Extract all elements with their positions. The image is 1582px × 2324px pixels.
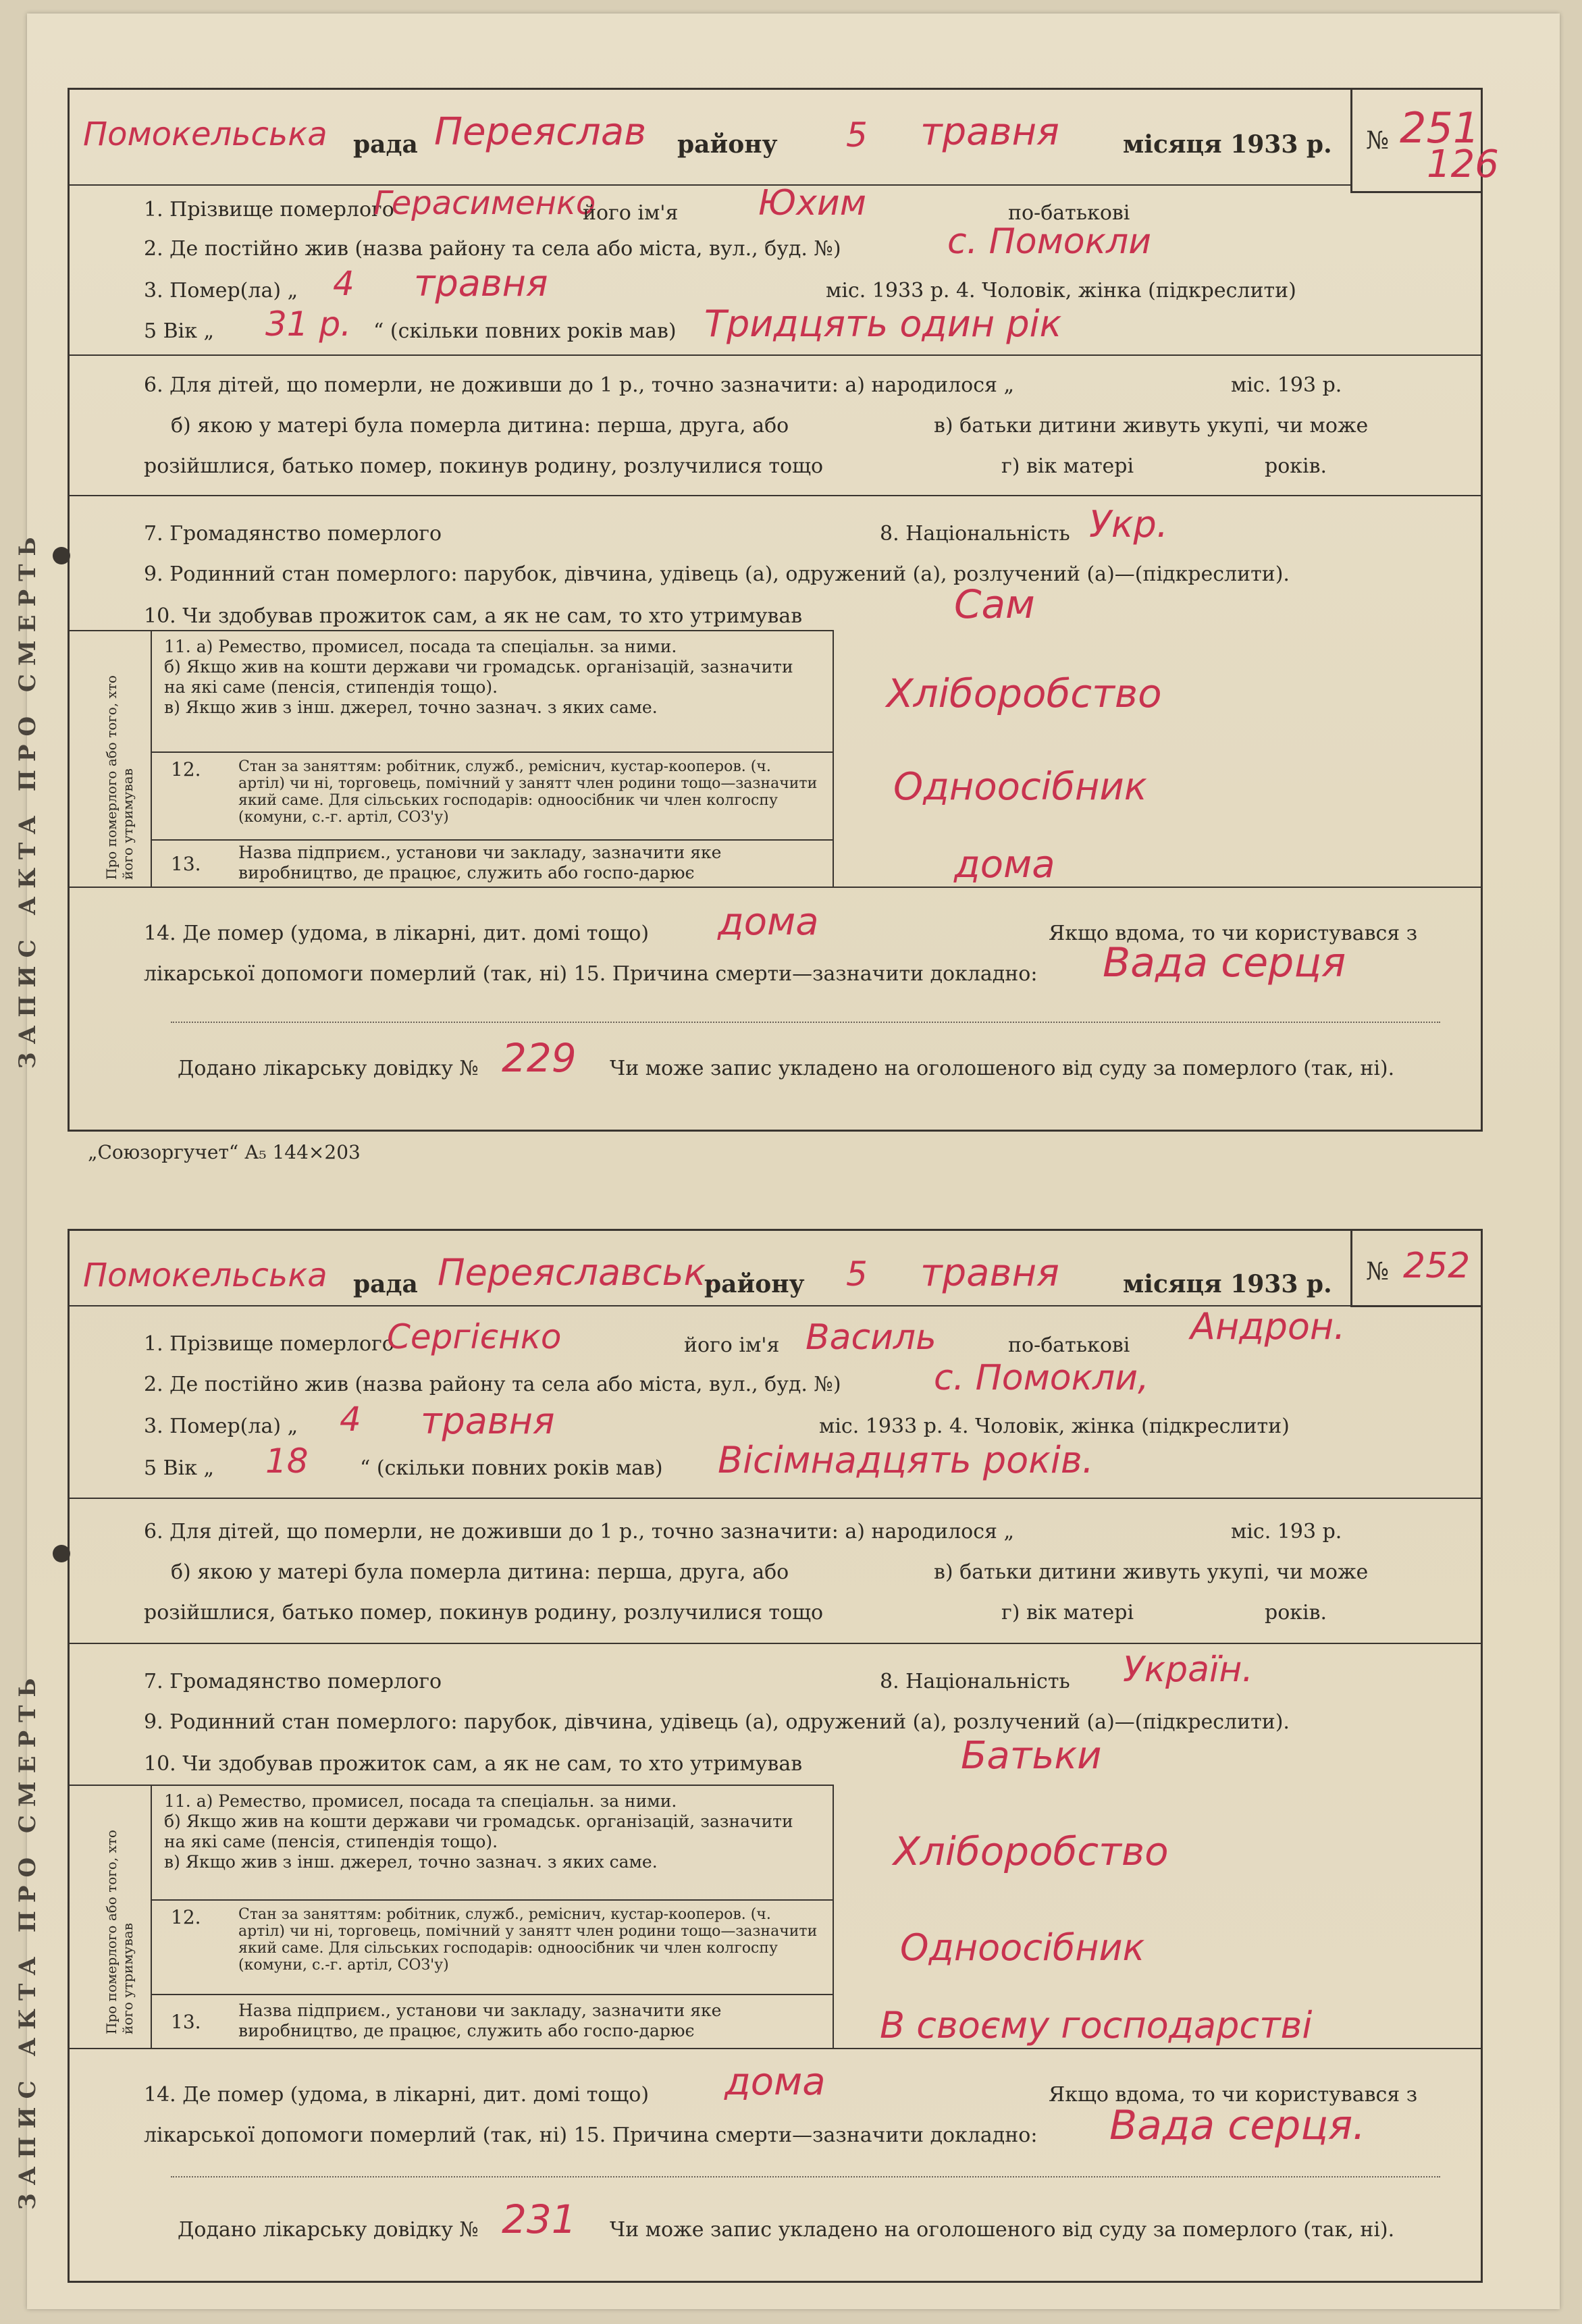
residence: с. Помокли, [934, 1358, 1149, 1398]
divider [833, 1785, 834, 2048]
death-record-card-1 [14, 88, 1499, 1132]
divider [151, 1785, 152, 2048]
divider [151, 839, 833, 841]
sex-label: міс. 1933 р. 4. Чоловік, жінка (підкреслити) [826, 279, 1296, 302]
workplace: В своєму господарстві [880, 2004, 1313, 2046]
marital-label: 9. Родинний стан померлого: парубок, дівчина, удівець (а), одружений (а), розлучений (а)—(підкреслити). [144, 562, 1290, 586]
workplace-label: Назва підприєм., установи чи закладу, зазначити яке виробництво, де працює, служить або госпо-дарює [238, 843, 722, 882]
occupation-label [164, 637, 819, 718]
children-label-c3: років. [1265, 454, 1327, 478]
surname-label: 1. Прізвище померлого [144, 198, 394, 221]
death-place: дома [724, 2060, 826, 2104]
first-name: Василь [806, 1317, 937, 1358]
dotted-line [171, 2176, 1440, 2177]
divider [70, 1305, 1352, 1306]
nationality-label: 8. Національність [880, 1670, 1070, 1693]
cause-label: лікарської допомоги померлий (так, ні) 15. Причина смерти—зазначити докладно: [144, 962, 1038, 986]
occupation-label [164, 1791, 819, 1872]
death-place-label: 14. Де помер (удома, в лікарні, дит. домі тощо) [144, 922, 650, 945]
patronymic: Андрон. [1190, 1305, 1346, 1348]
workplace-number: 13. [171, 853, 201, 875]
divider [151, 1899, 833, 1901]
citizenship-label: 7. Громадянство померлого [144, 1670, 442, 1693]
side-title: ЗАПИС АКТА ПРО СМЕРТЬ [14, 1670, 41, 2210]
at-home-label: Якщо вдома, то чи користувався з [1049, 2083, 1418, 2107]
court-label: Чи може запис укладено на оголошеного від суду за померлого (так, ні). [610, 2218, 1395, 2242]
status-label: Стан за заняттям: робітник, служб., реміснич, кустар-кооперов. (ч. артіл) чи ні, торговець, помічний у занятт член родини тощо—зазначити який саме. Для сільських господарів: одноосібник чи член колгоспу (комуни, с.-г. артіл, СОЗ'у) [238, 1906, 818, 1974]
record-number-secondary: 126 [1427, 142, 1499, 186]
workplace: дома [954, 843, 1055, 887]
divider [151, 751, 833, 753]
occupation-label-a: 11. а) Ремество, промисел, посада та спеціальн. за ними. [164, 637, 677, 656]
support: Сам [954, 581, 1035, 627]
occupation: Хліборобство [893, 1828, 1169, 1874]
divider [70, 184, 1352, 186]
header-month: травня [920, 110, 1059, 154]
section-side-note: Про померлого або того, хто його утримував [103, 675, 136, 880]
occupation-label-b: б) Якщо жив на кошти держави чи громадськ. організацій, зазначити на які саме (пенсія, стипендія тощо). [164, 1812, 793, 1851]
record-number-box [1350, 1231, 1481, 1307]
residence-label: 2. Де постійно жив (назва району та села або міста, вул., буд. №) [144, 237, 841, 261]
support: Батьки [961, 1734, 1102, 1778]
certificate-number: 231 [502, 2196, 577, 2242]
age: 31 р. [265, 305, 352, 344]
status-number: 12. [171, 758, 201, 781]
children-label-c: розійшлися, батько помер, покинув родину, розлучилися тощо [144, 454, 824, 478]
marital-label: 9. Родинний стан померлого: парубок, дівчина, удівець (а), одружений (а), розлучений (а)—(підкреслити). [144, 1710, 1290, 1734]
death-place-label: 14. Де помер (удома, в лікарні, дит. домі тощо) [144, 2083, 650, 2107]
sex-label: міс. 1933 р. 4. Чоловік, жінка (підкреслити) [819, 1415, 1290, 1438]
death-date-label: 3. Помер(ла) „ [144, 279, 298, 302]
surname-label: 1. Прізвище померлого [144, 1332, 394, 1356]
age-label: 5 Вік „ [144, 1456, 215, 1480]
cause-of-death: Вада серця. [1109, 2102, 1366, 2149]
citizenship-label: 7. Громадянство померлого [144, 522, 442, 546]
age-words: Тридцять один рік [704, 302, 1062, 345]
children-label-b: б) якою у матері була померла дитина: перша, друга, або [171, 414, 789, 438]
number-label: № [1366, 127, 1390, 155]
header-month: травня [920, 1251, 1059, 1295]
divider [70, 630, 833, 631]
death-day: 4 [333, 264, 354, 303]
residence: с. Помокли [947, 221, 1152, 262]
status-label: Стан за заняттям: робітник, служб., реміснич, кустар-кооперов. (ч. артіл) чи ні, торговець, помічний у занятт член родини тощо—зазначити який саме. Для сільських господарів: одноосібник чи член колгоспу (комуни, с.-г. артіл, СОЗ'у) [238, 758, 818, 826]
footer-print: „Союзоргучет“ А₅ 144×203 [88, 1141, 361, 1163]
death-record-card-2 [14, 1229, 1483, 2283]
occupation-label-c: в) Якщо жив з інш. джерел, точно зазнач. з яких саме. [164, 697, 658, 717]
certificate-label: Додано лікарську довідку № [178, 1057, 479, 1080]
children-label-a: 6. Для дітей, що померли, не доживши до 1 р., точно зазначити: а) народилося „ [144, 1520, 1015, 1543]
divider [70, 495, 1481, 496]
district: Переяславськ. [438, 1251, 718, 1294]
children-label-c: розійшлися, батько помер, покинув родину, розлучилися тощо [144, 1601, 824, 1625]
rayonu-label: району [704, 1270, 805, 1298]
month-label: місяця 1933 р. [1123, 1270, 1332, 1298]
certificate-number: 229 [502, 1035, 577, 1081]
district: Переяслав [434, 110, 647, 154]
age-note-label: “ (скільки повних років мав) [373, 319, 677, 343]
workplace-number: 13. [171, 2011, 201, 2033]
name-label: його ім'я [583, 201, 679, 225]
age: 18 [265, 1442, 309, 1481]
employment-status: Одноосібник [893, 765, 1147, 809]
divider [833, 630, 834, 887]
divider [70, 887, 1481, 888]
record-number-box [1350, 90, 1499, 193]
workplace-label: Назва підприєм., установи чи закладу, зазначити яке виробництво, де працює, служить або госпо-дарює [238, 2001, 722, 2040]
divider [70, 1498, 1481, 1499]
village-council: Помокельська [83, 115, 327, 153]
divider [70, 2048, 1481, 2049]
nationality: Україн. [1123, 1649, 1253, 1690]
children-label-c2: г) вік матері [1001, 454, 1134, 478]
rada-label: рада [353, 1270, 418, 1298]
rada-label: рада [353, 130, 418, 159]
first-name: Юхим [758, 183, 866, 223]
nationality-label: 8. Національність [880, 522, 1070, 546]
occupation-label-b: б) Якщо жив на кошти держави чи громадськ. організацій, зазначити на які саме (пенсія, стипендія тощо). [164, 657, 793, 697]
children-label-b2: в) батьки дитини живуть укупі, чи може [934, 414, 1369, 438]
children-label-b: б) якою у матері була померла дитина: перша, друга, або [171, 1560, 789, 1584]
village-council: Помокельська [83, 1257, 327, 1294]
occupation: Хліборобство [887, 670, 1162, 716]
death-day: 4 [340, 1400, 361, 1439]
patronymic-label: по-батькові [1008, 1333, 1130, 1357]
surname: Сергієнко [387, 1317, 562, 1356]
age-words: Вісімнадцять років. [718, 1439, 1094, 1481]
month-label: місяця 1933 р. [1123, 130, 1332, 159]
death-date-label: 3. Помер(ла) „ [144, 1415, 298, 1438]
rayonu-label: району [677, 130, 778, 159]
death-month: травня [414, 262, 548, 305]
divider [151, 1994, 833, 1995]
certificate-label: Додано лікарську довідку № [178, 2218, 479, 2242]
side-title: ЗАПИС АКТА ПРО СМЕРТЬ [14, 529, 41, 1069]
record-number: 251 [1400, 103, 1480, 153]
header-day: 5 [846, 115, 868, 155]
divider [70, 1643, 1481, 1644]
name-label: його ім'я [684, 1333, 780, 1357]
death-place: дома [718, 900, 819, 944]
children-label-c3: років. [1265, 1601, 1327, 1625]
support-label: 10. Чи здобував прожиток сам, а як не сам, то хто утримував [144, 604, 803, 628]
age-note-label: “ (скільки повних років мав) [360, 1456, 663, 1480]
divider [151, 630, 152, 887]
cause-label: лікарської допомоги померлий (так, ні) 15. Причина смерти—зазначити докладно: [144, 2123, 1038, 2147]
header-day: 5 [846, 1255, 868, 1294]
children-born-year: міс. 193 р. [1231, 1520, 1342, 1543]
employment-status: Одноосібник [900, 1926, 1145, 1969]
record-number: 252 [1403, 1246, 1471, 1286]
nationality: Укр. [1089, 503, 1168, 546]
number-label: № [1366, 1258, 1390, 1286]
support-label: 10. Чи здобував прожиток сам, а як не сам, то хто утримував [144, 1752, 803, 1776]
patronymic-label: по-батькові [1008, 201, 1130, 225]
death-month: травня [421, 1400, 555, 1442]
surname: Герасименко [373, 184, 596, 222]
age-label: 5 Вік „ [144, 319, 215, 343]
at-home-label: Якщо вдома, то чи користувався з [1049, 922, 1418, 945]
children-born-year: міс. 193 р. [1231, 373, 1342, 397]
residence-label: 2. Де постійно жив (назва району та села або міста, вул., буд. №) [144, 1373, 841, 1396]
section-side-note: Про померлого або того, хто його утримував [103, 1830, 136, 2034]
dotted-line [171, 1022, 1440, 1023]
cause-of-death: Вада серця [1103, 939, 1346, 986]
divider [70, 354, 1481, 356]
occupation-label-a: 11. а) Ремество, промисел, посада та спеціальн. за ними. [164, 1791, 677, 1811]
court-label: Чи може запис укладено на оголошеного від суду за померлого (так, ні). [610, 1057, 1395, 1080]
occupation-label-c: в) Якщо жив з інш. джерел, точно зазнач. з яких саме. [164, 1852, 658, 1872]
children-label-c2: г) вік матері [1001, 1601, 1134, 1625]
children-label-b2: в) батьки дитини живуть укупі, чи може [934, 1560, 1369, 1584]
status-number: 12. [171, 1906, 201, 1928]
divider [70, 1785, 833, 1786]
children-label-a: 6. Для дітей, що померли, не доживши до 1 р., точно зазначити: а) народилося „ [144, 373, 1015, 397]
